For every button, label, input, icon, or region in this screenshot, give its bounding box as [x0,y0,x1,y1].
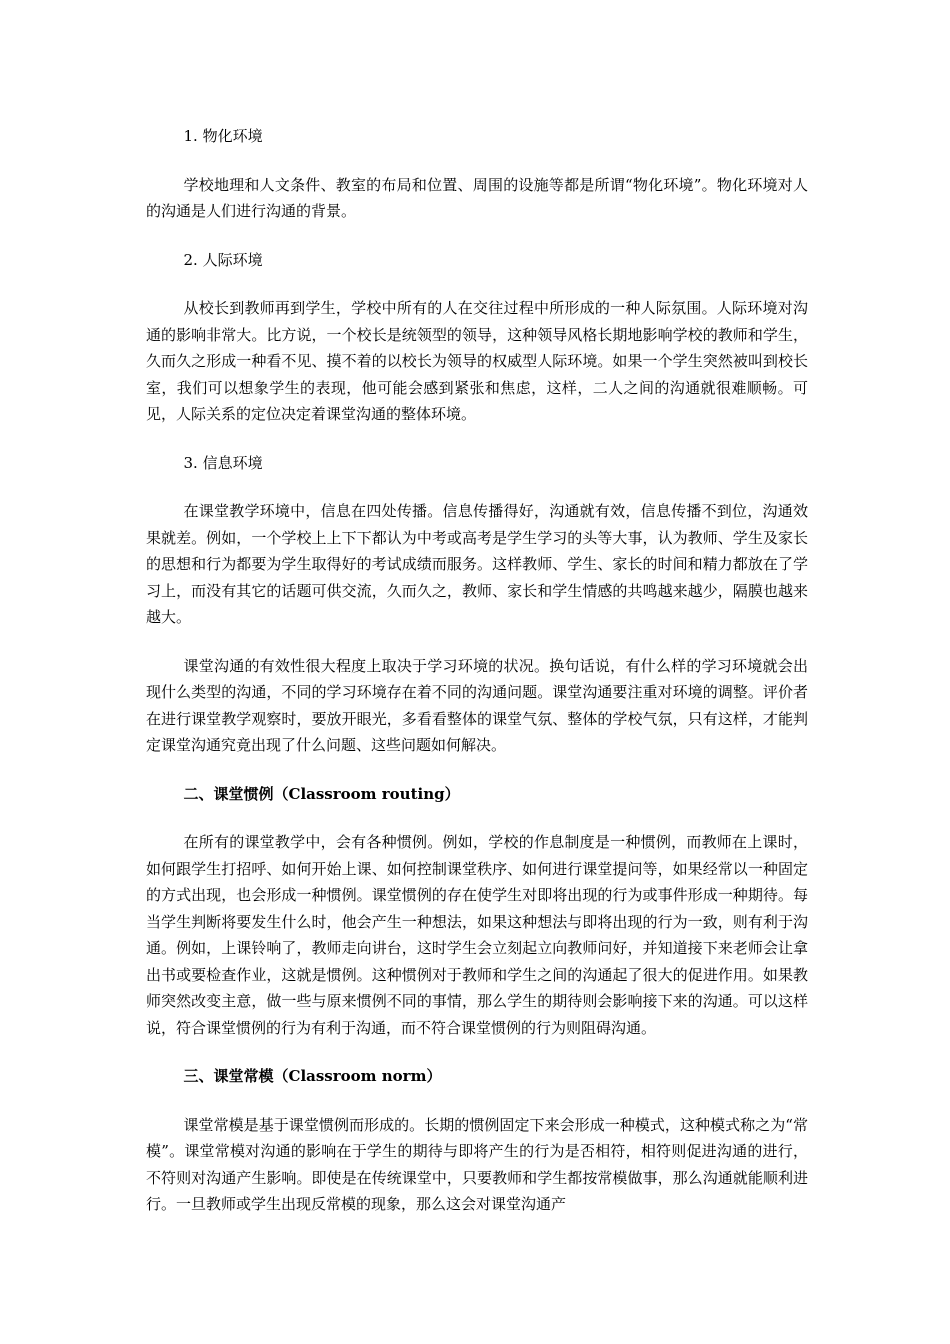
paragraph-classroom-routing: 在所有的课堂教学中，会有各种惯例。例如，学校的作息制度是一种惯例，而教师在上课时，如何跟学生打招呼、如何开始上课、如何控制课堂秩序、如何进行课堂提问等，如果经常以一种固定的方式出现，也会形成一种惯例。课堂惯例的存在使学生对即将出现的行为或事件形成一种期待。每当学生判断将要发生什么时，他会产生一种想法，如果这种想法与即将出现的行为一致，则有利于沟通。例如，上课铃响了，教师走向讲台，这时学生会立刻起立向教师问好，并知道接下来老师会让拿出书或要检查作业，这就是惯例。这种惯例对于教师和学生之间的沟通起了很大的促进作用。如果教师突然改变主意，做一些与原来惯例不同的事情，那么学生的期待则会影响接下来的沟通。可以这样说，符合课堂惯例的行为有利于沟通，而不符合课堂惯例的行为则阻碍沟通。 [146,833,808,1037]
section-heading-classroom-norm: 三、课堂常模（Classroom norm） [183,1067,442,1085]
section-heading-interpersonal-environment: 2. 人际环境 [183,250,263,269]
document-body [146,123,808,1240]
paragraph-physical-environment: 学校地理和人文条件、教室的布局和位置、周围的设施等都是所谓“物化环境”。物化环境对人的沟通是人们进行沟通的背景。 [146,175,808,220]
section-heading-physical-environment: 1. 物化环境 [183,127,263,145]
paragraph-classroom-norm: 课堂常模是基于课堂惯例而形成的。长期的惯例固定下来会形成一种模式，这种模式称之为“常模”。课堂常模对沟通的影响在于学生的期待与即将产生的行为是否相符，相符则促进沟通的进行，不符则对沟通产生影响。即使是在传统课堂中，只要教师和学生都按常模做事，那么沟通就能顺利进行。一旦教师或学生出现反常模的现象，那么这会对课堂沟通产 [146,1115,808,1213]
paragraph-interpersonal-environment: 从校长到教师再到学生，学校中所有的人在交往过程中所形成的一种人际氛围。人际环境对沟通的影响非常大。比方说，一个校长是统领型的领导，这种领导风格长期地影响学校的教师和学生，久而久之形成一种看不见、摸不着的以校长为领导的权威型人际环境。如果一个学生突然被叫到校长室，我们可以想象学生的表现，他可能会感到紧张和焦虑，这样，二人之间的沟通就很难顺畅。可见，人际关系的定位决定着课堂沟通的整体环境。 [146,299,808,423]
section-heading-classroom-routing: 二、课堂惯例（Classroom routing） [183,784,460,803]
paragraph-information-environment: 在课堂教学环境中，信息在四处传播。信息传播得好，沟通就有效，信息传播不到位，沟通效果就差。例如，一个学校上上下下都认为中考或高考是学生学习的头等大事，认为教师、学生及家长的思想和行为都要为学生取得好的考试成绩而服务。这样教师、学生、家长的时间和精力都放在了学习上，而没有其它的话题可供交流，久而久之，教师、家长和学生情感的共鸣越来越少，隔膜也越来越大。 [146,502,808,626]
paragraph-learning-environment-summary: 课堂沟通的有效性很大程度上取决于学习环境的状况。换句话说，有什么样的学习环境就会出现什么类型的沟通，不同的学习环境存在着不同的沟通问题。课堂沟通要注重对环境的调整。评价者在进行课堂教学观察时，要放开眼光，多看看整体的课堂气氛、整体的学校气氛，只有这样，才能判定课堂沟通究竟出现了什么问题、这些问题如何解决。 [146,656,808,754]
section-heading-information-environment: 3. 信息环境 [183,453,263,472]
